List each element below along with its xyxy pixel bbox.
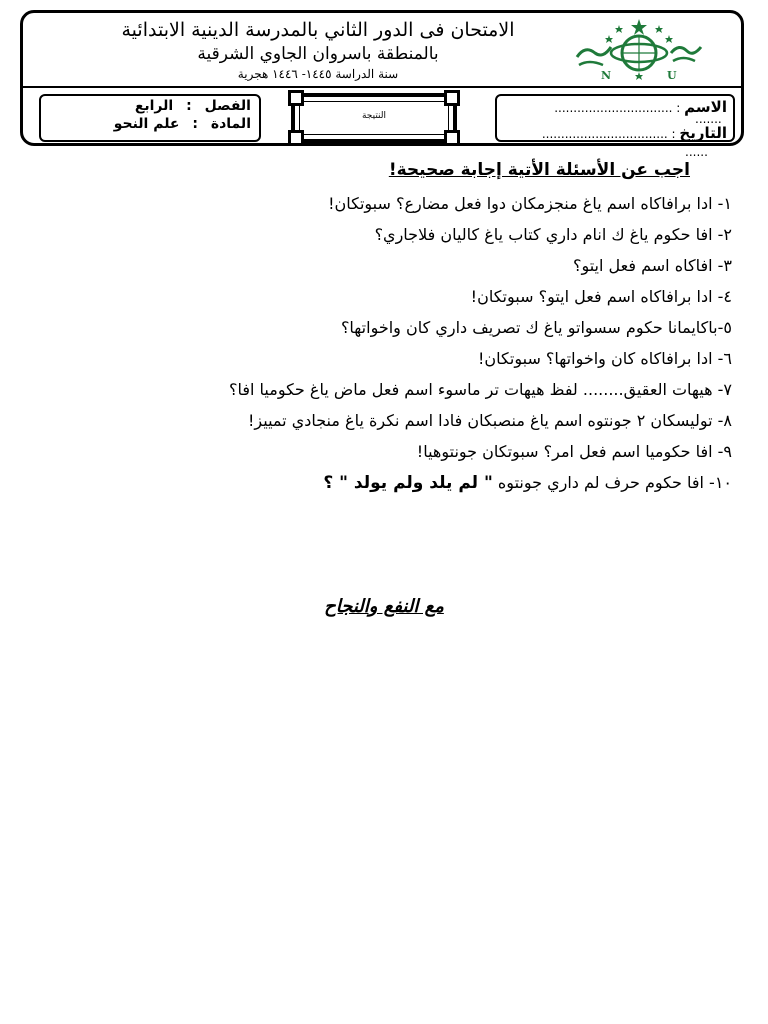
- nahdlatul-ulama-logo-icon: [573, 17, 703, 81]
- question-5: ٥-باكايمانا حكوم سسواتو ياغ ك تصريف داري كان واخواتها؟: [340, 318, 732, 337]
- academic-year: سنة الدراسة ١٤٤٥- ١٤٤٦ هجرية: [237, 67, 399, 81]
- logo-letter-u: U: [667, 69, 677, 81]
- region-title: بالمنطقة باسروان الجاوي الشرقية: [197, 44, 439, 64]
- question-10-quote: " لم يلد ولم يولد " ؟: [323, 473, 493, 493]
- date-label: التاريخ: [679, 124, 727, 142]
- question-3: ٣- افاكاه اسم فعل ايتو؟: [572, 256, 732, 275]
- class-info-box: [39, 94, 261, 142]
- question-8: ٨- توليسكان ٢ جونتوه اسم ياغ منصبكان فادا اسم نكرة ياغ منجادي تمييز!: [248, 411, 732, 430]
- date-dots-cont: ......: [685, 145, 708, 159]
- subject-row: [114, 116, 251, 132]
- subject-separator: :: [192, 116, 198, 132]
- class-value: الرابع: [134, 98, 174, 114]
- class-label: الفصل: [204, 98, 251, 114]
- exam-header: [20, 10, 744, 159]
- name-field[interactable]: : ...............................: [554, 101, 681, 115]
- question-list: [32, 188, 732, 498]
- school-title-block: [103, 17, 533, 83]
- instruction-heading: اجب عن الأسئلة الأتية إجابة صحيحة!: [388, 160, 690, 180]
- question-9: ٩- افا حكوميا اسم فعل امر؟ سبوتكان جونتوهيا!: [416, 442, 732, 461]
- date-field[interactable]: : .................................: [541, 127, 676, 141]
- name-dots-cont: .......: [695, 112, 722, 126]
- date-row: [542, 124, 727, 142]
- question-10: [32, 467, 732, 498]
- question-1: ١- ادا برافاكاه اسم ياغ منجزمكان دوا فعل مضارع؟ سبوتكان!: [328, 194, 732, 213]
- header-divider: [23, 86, 741, 88]
- question-4: ٤- ادا برافاكاه اسم فعل ايتو؟ سبوتكان!: [470, 287, 732, 306]
- class-row: [135, 98, 251, 114]
- result-label: النتيجة: [361, 111, 387, 121]
- logo-letter-n: N: [601, 69, 612, 81]
- student-info-box: [495, 94, 735, 142]
- class-separator: :: [186, 98, 192, 114]
- exam-title: الامتحان فى الدور الثاني بالمدرسة الدينية الابتدائية: [121, 19, 515, 41]
- closing-wish: مع النفع والنجاح: [324, 596, 444, 617]
- subject-label: المادة: [210, 116, 251, 132]
- result-box: [291, 93, 457, 143]
- subject-value: علم النحو: [113, 116, 180, 132]
- question-10-text: ١٠- افا حكوم حرف لم داري جونتوه: [492, 473, 732, 492]
- question-6: ٦- ادا برافاكاه كان واخواتها؟ سبوتكان!: [478, 349, 732, 368]
- question-2: ٢- افا حكوم ياغ ك انام داري كتاب ياغ كاليان فلاجاري؟: [374, 225, 732, 244]
- name-label: الاسم: [684, 98, 727, 116]
- question-7: ٧- هيهات العقيق........ لفظ هيهات تر ماسوء اسم فعل ماض ياغ حكوميا افا؟: [229, 380, 732, 399]
